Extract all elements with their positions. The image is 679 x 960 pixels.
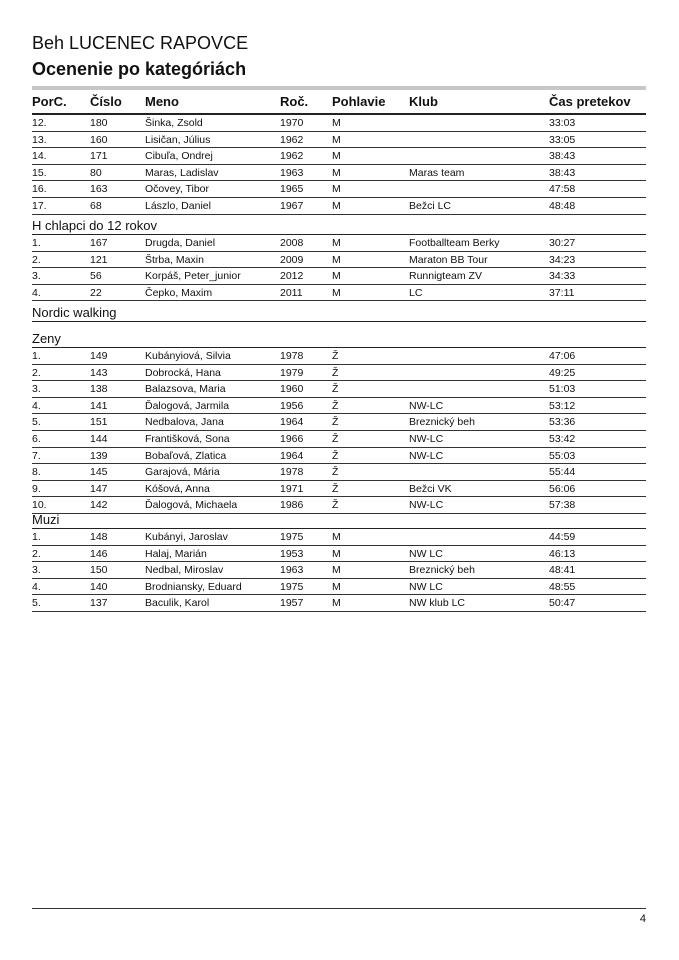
cell-place: 10. [32, 499, 47, 512]
column-header-name: Meno [145, 94, 179, 109]
cell-club: LC [409, 286, 423, 299]
cell-gender: Ž [332, 432, 339, 445]
cell-gender: M [332, 133, 341, 146]
cell-year: 1960 [280, 383, 304, 396]
title-divider [32, 86, 646, 90]
cell-place: 1. [32, 237, 41, 249]
cell-time: 33:05 [549, 133, 576, 146]
cell-gender: Ž [332, 449, 339, 462]
cell-name: Lászlo, Daniel [145, 199, 211, 212]
cell-number: 171 [90, 150, 108, 163]
cell-name: Kubányiová, Silvia [145, 350, 231, 362]
cell-time: 53:42 [549, 432, 576, 445]
cell-gender: M [332, 270, 341, 283]
cell-club: NW-LC [409, 449, 444, 462]
cell-time: 56:06 [549, 482, 576, 495]
cell-number: 137 [90, 597, 108, 610]
table-row [32, 562, 646, 579]
cell-place: 5. [32, 416, 41, 429]
cell-name: Kóšová, Anna [145, 482, 210, 495]
cell-time: 53:12 [549, 399, 576, 412]
cell-club: Bežci VK [409, 482, 452, 495]
cell-name: Očovey, Tibor [145, 183, 209, 196]
cell-year: 1963 [280, 166, 304, 179]
section-title-text: Muzi [32, 512, 60, 527]
cell-number: 121 [90, 253, 108, 266]
cell-gender: M [332, 597, 341, 610]
cell-place: 13. [32, 133, 47, 146]
cell-time: 34:23 [549, 253, 576, 266]
cell-gender: M [332, 580, 341, 593]
cell-club: NW-LC [409, 399, 444, 412]
results-section [0, 326, 679, 514]
cell-time: 38:43 [549, 150, 576, 163]
cell-name: Drugda, Daniel [145, 237, 216, 249]
column-header-gender: Pohlavie [332, 94, 386, 109]
cell-club: Bežci LC [409, 199, 452, 212]
section-title [0, 213, 679, 235]
cell-gender: Ž [332, 499, 339, 512]
cell-number: 180 [90, 117, 108, 129]
cell-place: 16. [32, 183, 47, 196]
cell-year: 1975 [280, 531, 304, 543]
cell-gender: Ž [332, 366, 339, 379]
cell-time: 48:48 [549, 199, 576, 212]
cell-number: 147 [90, 482, 108, 495]
cell-number: 145 [90, 466, 108, 479]
cell-club: NW LC [409, 547, 443, 560]
table-row [32, 252, 646, 269]
table-row [32, 348, 646, 365]
cell-time: 49:25 [549, 366, 576, 379]
cell-number: 142 [90, 499, 108, 512]
cell-place: 1. [32, 531, 41, 543]
table-row [32, 268, 646, 285]
table-row [32, 448, 646, 465]
cell-time: 38:43 [549, 166, 576, 179]
cell-time: 50:47 [549, 597, 576, 610]
cell-year: 1979 [280, 366, 304, 379]
cell-year: 2008 [280, 237, 304, 249]
cell-number: 80 [90, 166, 102, 179]
section-title-text: H chlapci do 12 rokov [32, 218, 158, 233]
table-row [32, 579, 646, 596]
column-header-year: Roč. [280, 94, 309, 109]
cell-place: 3. [32, 383, 41, 396]
table-row [32, 546, 646, 563]
cell-year: 1965 [280, 183, 304, 196]
cell-name: Cibuľa, Ondrej [145, 150, 213, 163]
cell-place: 7. [32, 449, 41, 462]
table-row [32, 115, 646, 132]
cell-gender: Ž [332, 350, 339, 362]
cell-gender: Ž [332, 466, 339, 479]
section-title [0, 326, 679, 348]
cell-time: 47:58 [549, 183, 576, 196]
cell-number: 56 [90, 270, 102, 283]
column-header-place: PorC. [32, 94, 67, 109]
cell-number: 138 [90, 383, 108, 396]
table-row [32, 165, 646, 182]
table-row [32, 481, 646, 498]
cell-number: 160 [90, 133, 108, 146]
cell-year: 1963 [280, 564, 304, 577]
cell-club: NW-LC [409, 432, 444, 445]
cell-year: 2009 [280, 253, 304, 266]
section-title-text: Zeny [32, 331, 61, 346]
cell-gender: Ž [332, 399, 339, 412]
table-row [32, 285, 646, 302]
cell-number: 148 [90, 531, 108, 543]
cell-year: 1964 [280, 416, 304, 429]
cell-year: 1971 [280, 482, 304, 495]
cell-place: 8. [32, 466, 41, 479]
cell-gender: M [332, 564, 341, 577]
cell-number: 144 [90, 432, 108, 445]
cell-gender: M [332, 237, 341, 249]
cell-number: 167 [90, 237, 108, 249]
cell-place: 2. [32, 547, 41, 560]
cell-place: 14. [32, 150, 47, 163]
cell-name: Nedbalova, Jana [145, 416, 224, 429]
table-row [32, 365, 646, 382]
cell-year: 1957 [280, 597, 304, 610]
cell-year: 1967 [280, 199, 304, 212]
section-title [0, 300, 679, 322]
table-row [32, 381, 646, 398]
cell-gender: M [332, 547, 341, 560]
cell-club: Breznický beh [409, 564, 475, 577]
cell-place: 3. [32, 270, 41, 283]
cell-place: 15. [32, 166, 47, 179]
cell-place: 4. [32, 399, 41, 412]
cell-year: 1962 [280, 150, 304, 163]
cell-name: Dobrocká, Hana [145, 366, 221, 379]
table-header [0, 94, 679, 112]
cell-number: 163 [90, 183, 108, 196]
cell-name: Garajová, Mária [145, 466, 220, 479]
cell-gender: M [332, 183, 341, 196]
cell-place: 17. [32, 199, 47, 212]
cell-year: 2011 [280, 286, 303, 299]
cell-time: 55:03 [549, 449, 576, 462]
cell-number: 140 [90, 580, 108, 593]
cell-place: 9. [32, 482, 41, 495]
section-title-text: Nordic walking [32, 305, 117, 320]
results-section [0, 300, 679, 322]
cell-name: Baculik, Karol [145, 597, 210, 610]
cell-time: 53:36 [549, 416, 576, 429]
document-subtitle: Ocenenie po kategóriách [32, 59, 247, 79]
cell-club: Maras team [409, 166, 465, 179]
cell-place: 2. [32, 366, 41, 379]
table-row [32, 464, 646, 481]
cell-place: 6. [32, 432, 41, 445]
cell-name: Ďalogová, Michaela [145, 499, 238, 512]
cell-club: Maraton BB Tour [409, 253, 488, 266]
cell-year: 1962 [280, 133, 304, 146]
cell-club: Runnigteam ZV [409, 270, 482, 283]
cell-name: Františková, Sona [145, 432, 230, 445]
cell-year: 1986 [280, 499, 304, 512]
cell-time: 34:33 [549, 270, 576, 283]
table-row [32, 414, 646, 431]
cell-year: 2012 [280, 270, 304, 283]
table-row [32, 148, 646, 165]
cell-number: 146 [90, 547, 108, 560]
results-section [0, 115, 679, 215]
section-title [0, 507, 679, 529]
cell-name: Lisičan, Július [145, 133, 211, 146]
cell-time: 55:44 [549, 466, 576, 479]
column-header-number: Číslo [90, 94, 122, 109]
cell-club: NW-LC [409, 499, 444, 512]
cell-name: Brodniansky, Eduard [145, 580, 242, 593]
cell-place: 12. [32, 117, 47, 129]
cell-time: 30:27 [549, 237, 576, 249]
cell-time: 37:11 [549, 286, 575, 299]
cell-number: 151 [90, 416, 108, 429]
cell-number: 141 [90, 399, 108, 412]
table-row [32, 181, 646, 198]
cell-place: 4. [32, 286, 41, 299]
cell-name: Štrba, Maxin [145, 253, 204, 266]
column-header-time: Čas pretekov [549, 94, 631, 109]
cell-time: 44:59 [549, 531, 576, 543]
cell-time: 47:06 [549, 350, 576, 362]
cell-number: 22 [90, 286, 102, 299]
cell-place: 2. [32, 253, 41, 266]
cell-place: 3. [32, 564, 41, 577]
cell-number: 143 [90, 366, 108, 379]
document-title: Beh LUCENEC RAPOVCE [32, 33, 249, 53]
cell-gender: Ž [332, 482, 339, 495]
cell-year: 1975 [280, 580, 304, 593]
cell-time: 48:41 [549, 564, 576, 577]
cell-gender: M [332, 150, 341, 163]
cell-gender: M [332, 253, 341, 266]
cell-gender: M [332, 531, 341, 543]
footer-divider [32, 908, 646, 909]
cell-name: Nedbal, Miroslav [145, 564, 224, 577]
cell-name: Šinka, Zsold [145, 117, 203, 129]
cell-gender: Ž [332, 416, 339, 429]
cell-year: 1970 [280, 117, 304, 129]
cell-club: NW klub LC [409, 597, 466, 610]
cell-year: 1978 [280, 466, 304, 479]
results-section [0, 213, 679, 301]
cell-name: Maras, Ladislav [145, 166, 219, 179]
cell-name: Kubányi, Jaroslav [145, 531, 228, 543]
results-section [0, 507, 679, 612]
cell-year: 1953 [280, 547, 304, 560]
table-row [32, 595, 646, 612]
table-row [32, 431, 646, 448]
cell-club: Breznický beh [409, 416, 475, 429]
cell-name: Ďalogová, Jarmila [145, 399, 230, 412]
cell-year: 1956 [280, 399, 304, 412]
cell-time: 48:55 [549, 580, 576, 593]
cell-club: Footballteam Berky [409, 237, 500, 249]
cell-gender: M [332, 166, 341, 179]
page-number: 4 [639, 913, 646, 925]
cell-time: 46:13 [549, 547, 576, 560]
cell-number: 149 [90, 350, 108, 362]
cell-name: Balazsova, Maria [145, 383, 226, 396]
cell-name: Bobaľová, Zlatica [145, 449, 227, 462]
column-header-club: Klub [409, 94, 438, 109]
cell-gender: Ž [332, 383, 339, 396]
cell-name: Halaj, Marián [145, 547, 207, 560]
cell-time: 57:38 [549, 499, 576, 512]
cell-gender: M [332, 117, 341, 129]
cell-gender: M [332, 286, 341, 299]
table-row [32, 529, 646, 546]
table-row [32, 398, 646, 415]
cell-time: 51:03 [549, 383, 576, 396]
cell-number: 139 [90, 449, 108, 462]
cell-club: NW LC [409, 580, 443, 593]
cell-gender: M [332, 199, 341, 212]
cell-name: Korpáš, Peter_junior [145, 270, 241, 283]
table-row [32, 132, 646, 149]
cell-place: 1. [32, 350, 41, 362]
cell-number: 68 [90, 199, 102, 212]
cell-number: 150 [90, 564, 108, 577]
cell-place: 5. [32, 597, 41, 610]
cell-year: 1978 [280, 350, 304, 362]
cell-name: Čepko, Maxim [145, 286, 213, 299]
cell-year: 1964 [280, 449, 304, 462]
cell-year: 1966 [280, 432, 304, 445]
cell-time: 33:03 [549, 117, 576, 129]
cell-place: 4. [32, 580, 41, 593]
table-row [32, 235, 646, 252]
